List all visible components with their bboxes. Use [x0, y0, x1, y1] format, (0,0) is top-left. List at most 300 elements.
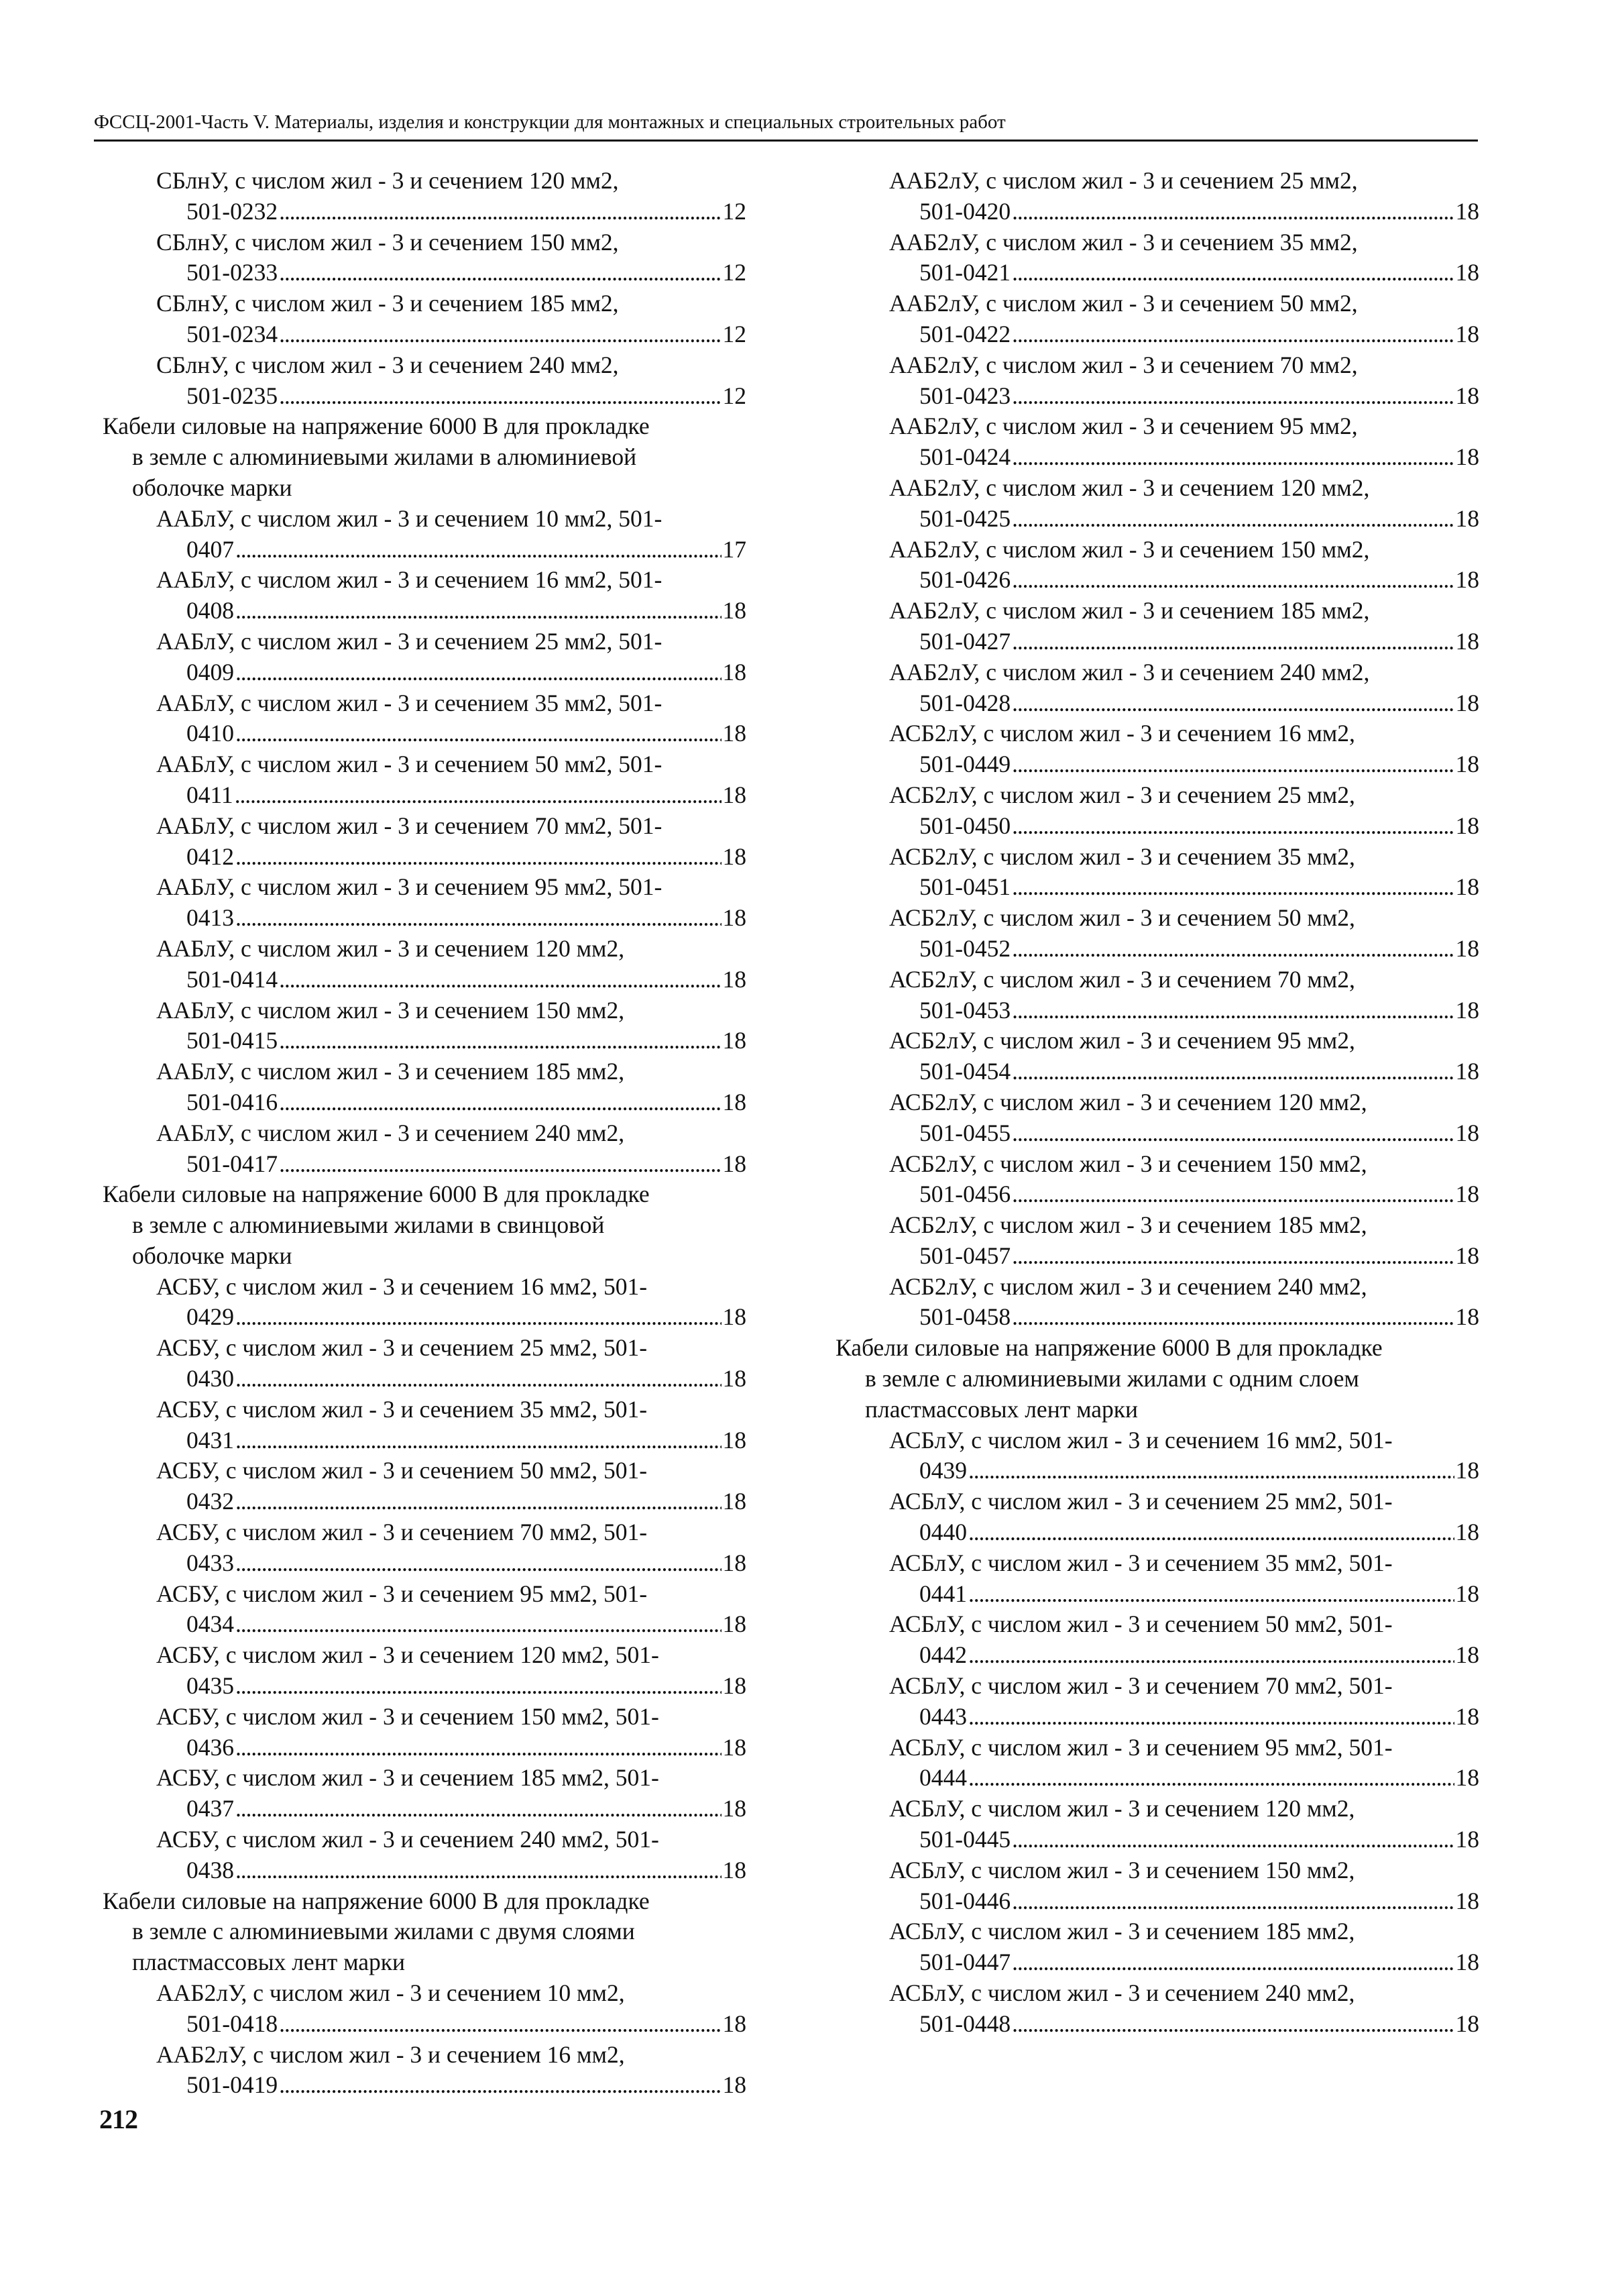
page-ref: 18 [1455, 1702, 1479, 1730]
index-entry [103, 1579, 746, 1641]
index-line [103, 227, 746, 258]
index-entry [836, 166, 1479, 227]
index-line [836, 749, 1479, 780]
entry-text: СБлнУ, с числом жил - 3 и сечением 185 мм2, [156, 290, 619, 317]
entry-text: 501-0457 [919, 1242, 1011, 1269]
entry-text: АСБУ, с числом жил - 3 и сечением 35 мм2, 501- [156, 1395, 648, 1423]
dot-leader [1012, 197, 1454, 223]
entry-text: ААБ2лУ, с числом жил - 3 и сечением 150 мм2, [889, 535, 1370, 563]
dot-leader [968, 1579, 1454, 1605]
entry-text: АСБ2лУ, с числом жил - 3 и сечением 25 мм2, [889, 781, 1355, 808]
entry-text: 501-0425 [919, 504, 1011, 532]
page-ref: 18 [722, 1027, 746, 1054]
entry-text: 501-0415 [186, 1027, 278, 1054]
entry-text: 0440 [919, 1519, 967, 1546]
index-line [103, 442, 746, 473]
dot-leader [279, 965, 721, 991]
entry-text: ААБлУ, с числом жил - 3 и сечением 50 мм2, 501- [156, 751, 663, 778]
index-entry [836, 718, 1479, 780]
page-ref: 18 [1455, 873, 1479, 901]
index-line [103, 319, 746, 350]
index-entry [836, 1548, 1479, 1610]
dot-leader [1012, 2009, 1454, 2035]
dot-leader [235, 780, 722, 806]
page-ref: 18 [1455, 1949, 1479, 1976]
dot-leader [1012, 749, 1454, 775]
index-line [836, 1794, 1479, 1824]
index-entry [103, 2040, 746, 2101]
entry-text: 501-0235 [186, 382, 278, 409]
index-line [836, 381, 1479, 412]
entry-text: ААБлУ, с числом жил - 3 и сечением 25 мм2, 501- [156, 627, 663, 655]
entry-text: 0434 [186, 1610, 234, 1638]
dot-leader [1012, 688, 1454, 714]
dot-leader [235, 535, 722, 561]
index-entry [836, 1272, 1479, 1333]
entry-text: 0435 [186, 1672, 234, 1700]
index-line [836, 1333, 1479, 1364]
index-line [836, 1579, 1479, 1610]
dot-leader [235, 1425, 722, 1452]
index-line [836, 1149, 1479, 1180]
page-ref: 18 [722, 720, 746, 747]
entry-text: 501-0445 [919, 1826, 1011, 1853]
dot-leader [235, 1671, 722, 1697]
dot-leader [235, 657, 722, 684]
index-line [103, 1241, 746, 1272]
index-line [103, 1179, 746, 1210]
dot-leader [1012, 442, 1454, 468]
entry-text: ААБ2лУ, с числом жил - 3 и сечением 70 мм2, [889, 351, 1358, 378]
index-entry [103, 1702, 746, 1763]
page-ref: 18 [722, 904, 746, 932]
index-line [103, 2070, 746, 2101]
heading-text: пластмассовых лент марки [132, 1949, 406, 1976]
entry-text: АСБ2лУ, с числом жил - 3 и сечением 70 мм2, [889, 965, 1355, 993]
entry-text: 501-0414 [186, 965, 278, 993]
running-header: ФССЦ-2001-Часть V. Материалы, изделия и конструкции для монтажных и специальных строительных работ [94, 111, 1006, 133]
dot-leader [235, 842, 722, 868]
entry-text: 501-0426 [919, 566, 1011, 594]
entry-text: ААБлУ, с числом жил - 3 и сечением 185 мм2, [156, 1058, 625, 1085]
index-entry [836, 780, 1479, 842]
entry-text: 501-0422 [919, 320, 1011, 347]
index-line [103, 1794, 746, 1824]
entry-text: АСБУ, с числом жил - 3 и сечением 150 мм2, 501- [156, 1702, 659, 1730]
index-entry [836, 965, 1479, 1026]
entry-text: АСБлУ, с числом жил - 3 и сечением 95 мм2, 501- [889, 1733, 1393, 1761]
index-line [836, 1763, 1479, 1794]
index-line [836, 411, 1479, 442]
entry-text: АСБлУ, с числом жил - 3 и сечением 150 мм2, [889, 1856, 1355, 1883]
entry-text: АСБлУ, с числом жил - 3 и сечением 35 мм2, 501- [889, 1549, 1393, 1576]
index-line [836, 1548, 1479, 1579]
index-line [103, 1149, 746, 1180]
index-line [103, 1026, 746, 1056]
index-column-left [103, 166, 746, 2101]
entry-text: 0408 [186, 597, 234, 624]
entry-text: 501-0454 [919, 1058, 1011, 1085]
dot-leader [1012, 381, 1454, 407]
entry-text: ААБ2лУ, с числом жил - 3 и сечением 10 мм2, [156, 1979, 625, 2007]
index-line [103, 811, 746, 842]
dot-leader [235, 596, 722, 622]
entry-text: 0438 [186, 1856, 234, 1883]
page-ref: 18 [722, 1610, 746, 1638]
index-entry [103, 227, 746, 289]
entry-text: 0430 [186, 1365, 234, 1392]
index-entry [836, 596, 1479, 657]
entry-text: 501-0418 [186, 2010, 278, 2037]
index-line [103, 1824, 746, 1855]
index-line [836, 1733, 1479, 1763]
dot-leader [968, 1763, 1454, 1789]
page-ref: 18 [722, 1365, 746, 1392]
index-entry [103, 872, 746, 934]
page-ref: 18 [1455, 320, 1479, 347]
index-line [103, 1609, 746, 1640]
index-line [836, 688, 1479, 719]
heading-text: в земле с алюминиевыми жилами с одним слоем [865, 1365, 1359, 1392]
heading-text: Кабели силовые на напряжение 6000 В для прокладке [103, 1887, 650, 1914]
dot-leader [1012, 504, 1454, 530]
dot-leader [1012, 626, 1454, 653]
page-ref: 18 [722, 2010, 746, 2037]
page-ref: 18 [1455, 382, 1479, 409]
entry-text: АСБУ, с числом жил - 3 и сечением 185 мм2, 501- [156, 1764, 659, 1792]
dot-leader [1012, 258, 1454, 284]
page-ref: 18 [1455, 1641, 1479, 1669]
index-line [836, 1916, 1479, 1947]
page-ref: 18 [722, 1856, 746, 1883]
entry-text: АСБлУ, с числом жил - 3 и сечением 185 мм2, [889, 1918, 1355, 1945]
index-line [103, 842, 746, 873]
entry-text: 501-0424 [919, 443, 1011, 471]
index-line [836, 1947, 1479, 1978]
index-line [103, 718, 746, 749]
entry-text: СБлнУ, с числом жил - 3 и сечением 120 мм2, [156, 167, 619, 194]
index-line [836, 657, 1479, 688]
entry-text: 501-0456 [919, 1181, 1011, 1208]
dot-leader [279, 258, 721, 284]
entry-text: ААБ2лУ, с числом жил - 3 и сечением 120 мм2, [889, 474, 1370, 501]
index-line [836, 258, 1479, 288]
entry-text: 0439 [919, 1457, 967, 1484]
index-entry [103, 749, 746, 811]
index-entry [103, 350, 746, 412]
entry-text: 501-0451 [919, 873, 1011, 901]
index-line [103, 872, 746, 903]
page-ref: 18 [1455, 751, 1479, 778]
index-line [836, 1456, 1479, 1486]
page-number: 212 [99, 2104, 137, 2134]
index-line [836, 903, 1479, 934]
index-line [836, 1056, 1479, 1087]
index-entry [103, 1395, 746, 1456]
entry-text: ААБлУ, с числом жил - 3 и сечением 240 мм2, [156, 1119, 625, 1146]
index-line [836, 626, 1479, 657]
index-line [103, 657, 746, 688]
index-entry [836, 1978, 1479, 2040]
index-line [103, 1333, 746, 1364]
page-ref: 18 [1455, 812, 1479, 839]
entry-text: АСБУ, с числом жил - 3 и сечением 240 мм2, 501- [156, 1826, 659, 1853]
entry-text: 0409 [186, 658, 234, 686]
index-line [836, 227, 1479, 258]
page-ref: 18 [722, 842, 746, 870]
entry-text: 501-0448 [919, 2010, 1011, 2037]
dot-leader [1012, 1179, 1454, 1205]
page-ref: 12 [722, 382, 746, 409]
index-line [103, 1364, 746, 1395]
entry-text: АСБУ, с числом жил - 3 и сечением 120 мм2, 501- [156, 1641, 659, 1669]
index-entry [836, 1486, 1479, 1548]
dot-leader [235, 718, 722, 745]
page-ref: 18 [1455, 443, 1479, 471]
heading-text: в земле с алюминиевыми жилами в свинцовой [132, 1211, 605, 1239]
entry-text: ААБлУ, с числом жил - 3 и сечением 95 мм2, 501- [156, 873, 663, 901]
dot-leader [1012, 1056, 1454, 1083]
entry-text: 0432 [186, 1488, 234, 1515]
index-entry [103, 1517, 746, 1579]
entry-text: ААБ2лУ, с числом жил - 3 и сечением 50 мм2, [889, 290, 1358, 317]
index-entry [103, 1763, 746, 1824]
index-line [103, 1640, 746, 1671]
page-ref: 18 [722, 597, 746, 624]
index-entry [103, 504, 746, 565]
index-line [836, 596, 1479, 626]
index-entry [103, 1333, 746, 1395]
index-line [103, 1456, 746, 1486]
index-line [103, 1056, 746, 1087]
entry-text: 0412 [186, 842, 234, 870]
index-line [103, 934, 746, 965]
index-line [836, 166, 1479, 197]
dot-leader [235, 1794, 722, 1820]
index-line [103, 350, 746, 381]
page-ref: 18 [722, 1795, 746, 1822]
index-line [103, 1855, 746, 1886]
entry-text: ААБлУ, с числом жил - 3 и сечением 35 мм2, 501- [156, 689, 663, 716]
index-line [836, 718, 1479, 749]
entry-text: АСБ2лУ, с числом жил - 3 и сечением 16 мм2, [889, 720, 1355, 747]
entry-text: АСБ2лУ, с числом жил - 3 и сечением 50 мм2, [889, 904, 1355, 932]
entry-text: 501-0419 [186, 2071, 278, 2099]
entry-text: 0444 [919, 1764, 967, 1792]
index-entry [103, 1824, 746, 1886]
entry-text: АСБ2лУ, с числом жил - 3 и сечением 240 мм2, [889, 1272, 1367, 1300]
page-ref: 18 [1455, 689, 1479, 716]
dot-leader [235, 1302, 722, 1328]
dot-leader [1012, 1118, 1454, 1144]
page-ref: 18 [722, 1303, 746, 1331]
index-line [103, 1302, 746, 1333]
dot-leader [968, 1517, 1454, 1543]
page-ref: 18 [1455, 627, 1479, 655]
entry-text: 501-0416 [186, 1088, 278, 1115]
index-line [836, 1671, 1479, 1702]
entry-text: 501-0428 [919, 689, 1011, 716]
index-line [103, 1763, 746, 1794]
index-entry [836, 1916, 1479, 1978]
dot-leader [1012, 565, 1454, 591]
page-ref: 18 [722, 1733, 746, 1761]
entry-text: 501-0447 [919, 1949, 1011, 1976]
page-ref: 18 [1455, 1303, 1479, 1331]
entry-text: ААБлУ, с числом жил - 3 и сечением 150 мм2, [156, 996, 625, 1024]
index-line [836, 1425, 1479, 1456]
page-ref: 18 [1455, 566, 1479, 594]
entry-text: 0442 [919, 1641, 967, 1669]
page-ref: 18 [1455, 996, 1479, 1024]
index-entry [103, 1118, 746, 1180]
entry-text: 0407 [186, 535, 234, 563]
index-entry [836, 1609, 1479, 1671]
index-entry [103, 688, 746, 750]
index-line [103, 166, 746, 197]
index-entry [836, 1210, 1479, 1272]
index-line [103, 995, 746, 1026]
index-line [103, 1886, 746, 1917]
entry-text: 501-0449 [919, 751, 1011, 778]
index-line [836, 565, 1479, 596]
entry-text: СБлнУ, с числом жил - 3 и сечением 150 мм2, [156, 228, 619, 256]
page-ref: 12 [722, 259, 746, 286]
dot-leader [279, 197, 721, 223]
dot-leader [1012, 811, 1454, 837]
index-line [836, 1978, 1479, 2009]
index-entry [103, 288, 746, 350]
index-line [103, 1947, 746, 1978]
index-entry [836, 1087, 1479, 1149]
entry-text: АСБУ, с числом жил - 3 и сечением 50 мм2, 501- [156, 1457, 648, 1484]
index-line [103, 381, 746, 412]
entry-text: АСБлУ, с числом жил - 3 и сечением 50 мм2, 501- [889, 1610, 1393, 1638]
index-line [836, 2009, 1479, 2040]
index-line [836, 350, 1479, 381]
page-ref: 18 [1455, 1242, 1479, 1269]
index-entry [836, 411, 1479, 473]
dot-leader [235, 1733, 722, 1759]
index-line [103, 1548, 746, 1579]
index-line [103, 903, 746, 934]
entry-text: АСБ2лУ, с числом жил - 3 и сечением 35 мм2, [889, 842, 1355, 870]
index-line [103, 535, 746, 565]
entry-text: 0413 [186, 904, 234, 932]
index-line [836, 197, 1479, 227]
index-line [836, 1087, 1479, 1118]
entry-text: ААБлУ, с числом жил - 3 и сечением 70 мм2, 501- [156, 812, 663, 839]
index-line [836, 442, 1479, 473]
dot-leader [279, 319, 721, 345]
index-line [836, 1302, 1479, 1333]
dot-leader [1012, 319, 1454, 345]
index-column-right [836, 166, 1479, 2040]
index-line [836, 288, 1479, 319]
page-ref: 18 [1455, 2010, 1479, 2037]
page-ref: 17 [722, 535, 746, 563]
dot-leader [235, 1548, 722, 1574]
dot-leader [1012, 1241, 1454, 1267]
entry-text: ААБ2лУ, с числом жил - 3 и сечением 95 мм2, [889, 413, 1358, 440]
index-line [103, 411, 746, 442]
index-line [836, 1609, 1479, 1640]
index-line [103, 1272, 746, 1303]
index-entry [103, 1640, 746, 1702]
index-line [103, 1733, 746, 1763]
page-ref: 18 [1455, 259, 1479, 286]
dot-leader [279, 2009, 721, 2035]
index-entry [836, 1794, 1479, 1855]
page-ref: 18 [1455, 1058, 1479, 1085]
index-line [836, 842, 1479, 873]
index-line [103, 1087, 746, 1118]
heading-text: в земле с алюминиевыми жилами с двумя слоями [132, 1918, 635, 1945]
entry-text: 501-0453 [919, 996, 1011, 1024]
index-entry [103, 1978, 746, 2040]
dot-leader [1012, 1302, 1454, 1328]
dot-leader [279, 2070, 721, 2096]
page-ref: 18 [722, 658, 746, 686]
entry-text: 501-0452 [919, 934, 1011, 962]
page-ref: 18 [722, 1549, 746, 1576]
index-line [103, 596, 746, 626]
index-entry [836, 1671, 1479, 1733]
index-entry [836, 657, 1479, 719]
index-entry [103, 1056, 746, 1118]
page-ref: 18 [1455, 197, 1479, 225]
index-entry [103, 565, 746, 626]
entry-text: 501-0421 [919, 259, 1011, 286]
entry-text: АСБ2лУ, с числом жил - 3 и сечением 95 мм2, [889, 1027, 1355, 1054]
page-ref: 18 [1455, 1181, 1479, 1208]
index-line [103, 2040, 746, 2071]
index-line [103, 626, 746, 657]
entry-text: 0431 [186, 1426, 234, 1454]
index-line [836, 1824, 1479, 1855]
dot-leader [279, 1087, 721, 1113]
dot-leader [968, 1456, 1454, 1482]
index-entry [836, 1026, 1479, 1087]
index-line [103, 1118, 746, 1149]
heading-text: Кабели силовые на напряжение 6000 В для прокладке [836, 1334, 1383, 1362]
page-ref: 18 [1455, 504, 1479, 532]
entry-text: ААБлУ, с числом жил - 3 и сечением 10 мм2, 501- [156, 504, 663, 532]
entry-text: ААБлУ, с числом жил - 3 и сечением 16 мм2, 501- [156, 566, 663, 594]
index-line [103, 1395, 746, 1425]
index-line [836, 965, 1479, 995]
page-ref: 18 [1455, 1119, 1479, 1146]
index-line [836, 1395, 1479, 1425]
index-line [103, 1916, 746, 1947]
index-line [103, 1671, 746, 1702]
index-entry [836, 1149, 1479, 1211]
index-line [836, 934, 1479, 965]
entry-text: СБлнУ, с числом жил - 3 и сечением 240 мм2, [156, 351, 619, 378]
entry-text: 501-0455 [919, 1119, 1011, 1146]
dot-leader [279, 381, 721, 407]
heading-text: Кабели силовые на напряжение 6000 В для прокладке [103, 1181, 650, 1208]
index-line [836, 1179, 1479, 1210]
index-line [836, 535, 1479, 565]
entry-text: 0441 [919, 1580, 967, 1607]
index-line [836, 1702, 1479, 1733]
entry-text: ААБ2лУ, с числом жил - 3 и сечением 240 мм2, [889, 658, 1370, 686]
dot-leader [1012, 995, 1454, 1022]
page-ref: 18 [1455, 1764, 1479, 1792]
entry-text: ААБлУ, с числом жил - 3 и сечением 120 мм2, [156, 934, 625, 962]
entry-text: ААБ2лУ, с числом жил - 3 и сечением 185 мм2, [889, 597, 1370, 624]
